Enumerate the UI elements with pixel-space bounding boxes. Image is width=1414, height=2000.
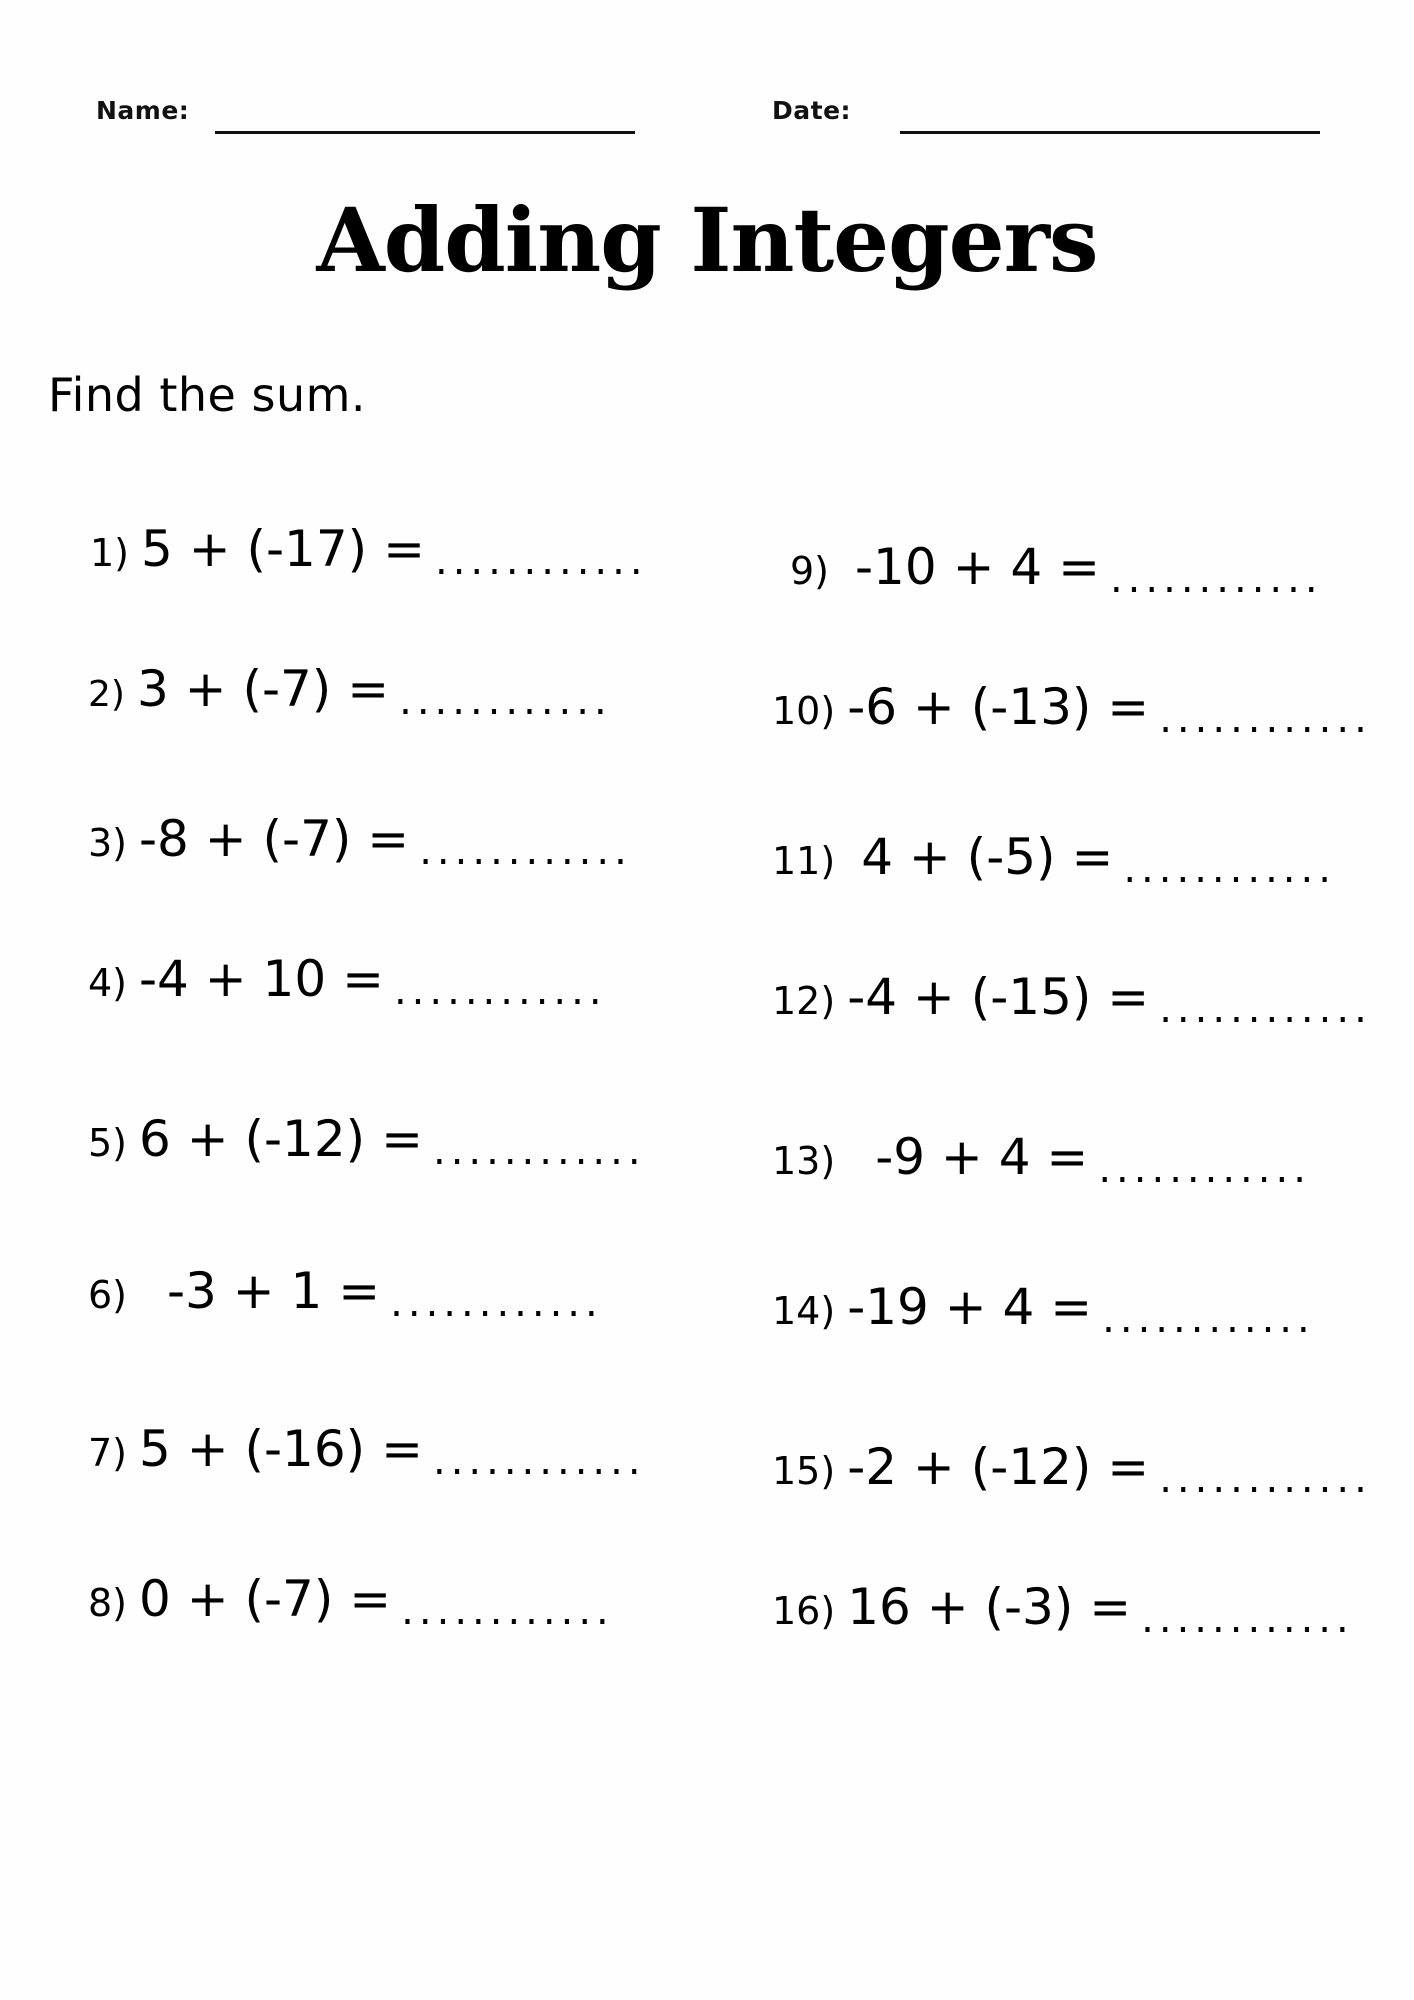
problem-item — [88, 950, 778, 1090]
name-input-line[interactable] — [215, 131, 635, 134]
page-title: Adding Integers — [316, 188, 1098, 292]
problem-item — [790, 538, 1414, 678]
problem-expression: 0 + (-7) = — [139, 1570, 392, 1628]
problem-number: 8) — [88, 1581, 128, 1625]
problem-item — [772, 968, 1414, 1108]
problem-columns — [0, 520, 1414, 1920]
problem-number: 7) — [88, 1431, 128, 1475]
problem-expression: 4 + (-5) = — [861, 828, 1114, 886]
problem-expression: -19 + 4 = — [847, 1278, 1093, 1336]
problem-column-left — [40, 520, 730, 1920]
problem-number: 11) — [772, 839, 836, 883]
answer-blank[interactable]: ............ — [1159, 696, 1372, 742]
problem-number: 13) — [772, 1139, 836, 1183]
answer-blank[interactable]: ............ — [434, 538, 648, 584]
problem-item — [88, 1262, 778, 1402]
answer-blank[interactable]: ............ — [1109, 556, 1323, 602]
problem-expression: -6 + (-13) = — [847, 678, 1150, 736]
answer-blank[interactable]: ............ — [390, 1280, 603, 1326]
problem-expression: -4 + 10 = — [139, 950, 384, 1008]
problem-number: 9) — [790, 549, 830, 593]
problem-item — [88, 810, 778, 950]
problem-expression: -9 + 4 = — [875, 1128, 1089, 1186]
answer-blank[interactable]: ............ — [432, 1128, 646, 1174]
instruction-text: Find the sum. — [48, 368, 367, 422]
problem-number: 15) — [772, 1449, 836, 1493]
problem-item — [88, 1570, 778, 1710]
problem-expression: 3 + (-7) = — [136, 660, 390, 718]
problem-expression: 5 + (-16) = — [139, 1420, 423, 1478]
problem-number: 2) — [88, 674, 125, 715]
date-input-line[interactable] — [900, 131, 1320, 134]
answer-blank[interactable]: ............ — [1141, 1596, 1354, 1642]
problem-item — [88, 660, 778, 800]
problem-item — [772, 828, 1414, 968]
problem-item — [772, 1278, 1414, 1418]
answer-blank[interactable]: ............ — [1123, 846, 1336, 892]
answer-blank[interactable]: ............ — [1159, 986, 1372, 1032]
problem-item — [772, 678, 1414, 818]
problem-item — [88, 1110, 778, 1250]
problem-item — [90, 520, 780, 660]
problem-item — [772, 1128, 1414, 1268]
answer-blank[interactable]: ............ — [1102, 1296, 1315, 1342]
problem-number: 16) — [772, 1589, 836, 1633]
problem-expression: -4 + (-15) = — [847, 968, 1150, 1026]
answer-blank[interactable]: ............ — [399, 678, 612, 724]
problem-expression: -3 + 1 = — [167, 1262, 381, 1320]
answer-blank[interactable]: ............ — [419, 828, 632, 874]
problem-expression: 16 + (-3) = — [847, 1578, 1132, 1636]
problem-expression: 6 + (-12) = — [139, 1110, 423, 1168]
problem-item — [772, 1438, 1414, 1578]
answer-blank[interactable]: ............ — [401, 1588, 614, 1634]
problem-expression: -8 + (-7) = — [139, 810, 410, 868]
answer-blank[interactable]: ............ — [393, 968, 607, 1014]
answer-blank[interactable]: ............ — [432, 1438, 646, 1484]
problem-expression: 5 + (-17) = — [141, 520, 425, 578]
problem-column-right — [720, 520, 1410, 1920]
problem-number: 3) — [88, 821, 128, 865]
problem-number: 6) — [88, 1273, 128, 1317]
problem-number: 1) — [90, 531, 130, 575]
date-label: Date: — [772, 96, 852, 125]
problem-item — [88, 1420, 778, 1560]
answer-blank[interactable]: ............ — [1159, 1456, 1372, 1502]
problem-number: 10) — [772, 689, 836, 733]
problem-item — [772, 1578, 1414, 1718]
problem-number: 4) — [88, 961, 128, 1005]
answer-blank[interactable]: ............ — [1098, 1146, 1311, 1192]
problem-expression: -2 + (-12) = — [847, 1438, 1150, 1496]
problem-number: 12) — [772, 979, 836, 1023]
worksheet-header — [0, 96, 1414, 146]
problem-expression: -10 + 4 = — [855, 538, 1100, 596]
problem-number: 5) — [88, 1121, 128, 1165]
problem-number: 14) — [772, 1289, 836, 1333]
name-label: Name: — [96, 96, 190, 125]
